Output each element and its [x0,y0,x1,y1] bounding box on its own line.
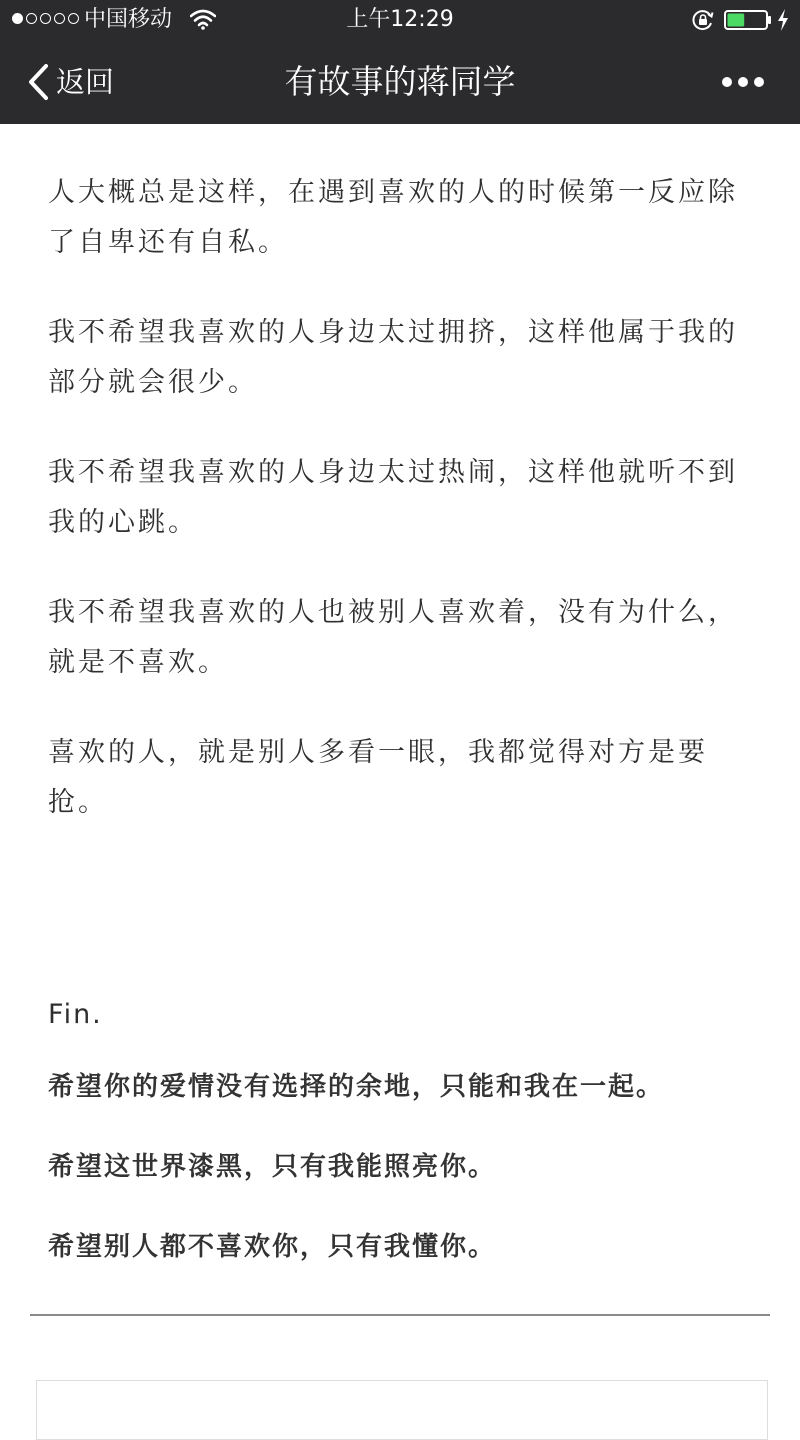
article-paragraph: 喜欢的人，就是别人多看一眼，我都觉得对方是要抢。 [48,737,708,818]
battery-icon [724,9,772,31]
top-bar [0,0,800,124]
rotation-lock-icon [692,9,714,31]
status-time: 上午12:29 [346,7,454,32]
article-bold-line: 希望这世界漆黑，只有我能照亮你。 [48,1152,497,1182]
chevron-left-icon [26,62,50,102]
footer-card [36,1380,768,1440]
nav-bar [0,40,800,124]
charging-bolt-icon [776,8,790,32]
article-paragraph: 我不希望我喜欢的人身边太过拥挤，这样他属于我的部分就会很少。 [48,317,738,398]
article-content [48,168,758,1302]
article-divider [30,1314,770,1316]
carrier-name: 中国移动 [84,7,173,32]
page-title: 有故事的蒋同学 [284,62,516,101]
status-bar [0,0,800,40]
article-paragraph: 我不希望我喜欢的人身边太过热闹，这样他就听不到我的心跳。 [48,457,738,538]
back-label: 返回 [56,65,115,99]
back-button[interactable] [26,60,114,104]
article-fin: Fin. [48,999,103,1030]
article-bold-line: 希望你的爱情没有选择的余地，只能和我在一起。 [48,1072,665,1102]
article-bold-line: 希望别人都不喜欢你，只有我懂你。 [48,1232,497,1262]
more-options-icon[interactable] [720,70,766,94]
article-paragraph: 人大概总是这样，在遇到喜欢的人的时候第一反应除了自卑还有自私。 [48,177,738,258]
article-paragraph: 我不希望我喜欢的人也被别人喜欢着，没有为什么，就是不喜欢。 [48,597,738,678]
